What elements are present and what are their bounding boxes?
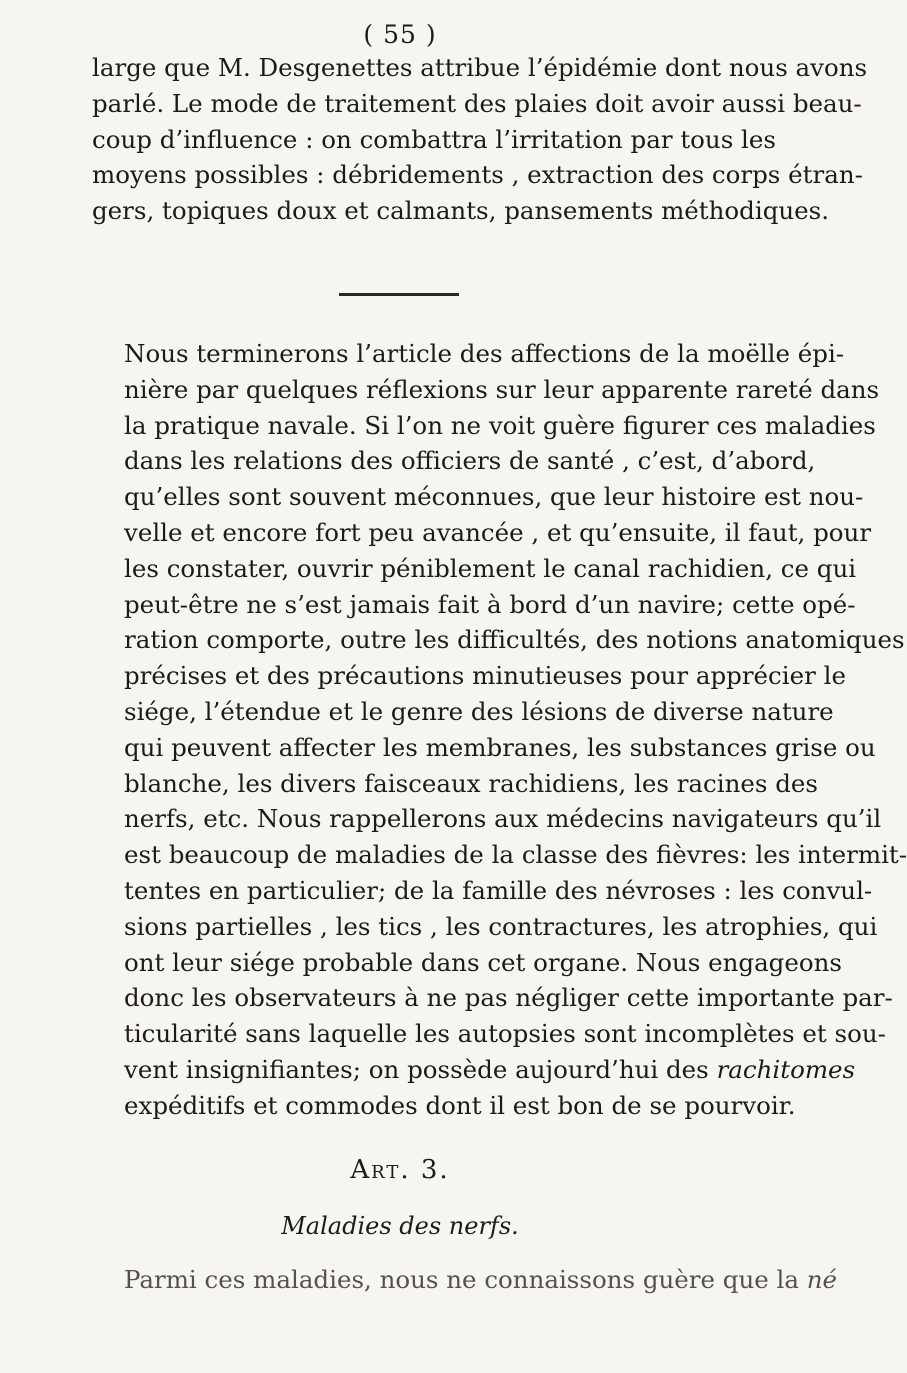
paragraph-1 [92,50,868,229]
text-line-with-italic [92,1052,856,1088]
text-line: gers, topiques doux et calmants, pansements méthodiques. [92,196,830,226]
italic-term: né [806,1265,838,1294]
text-line: large que M. Desgenettes attribue l’épidémie dont nous avons [92,53,868,82]
paragraph-2 [92,336,907,1124]
paragraph-3 [92,1262,838,1298]
section-divider [339,293,459,296]
text-line: les constater, ouvrir péniblement le canal rachidien, ce qui [124,553,857,583]
text-line: blanche, les divers faisceaux rachidiens, les racines des [124,768,818,798]
article-heading: Art. 3. [350,1155,450,1185]
text-line: qu’elles sont souvent méconnues, que leur histoire est nou- [124,482,864,512]
text-fragment: Parmi ces maladies, nous ne connaissons guère que la [124,1265,799,1294]
text-line: nière par quelques réflexions sur leur apparente rareté dans [124,374,880,404]
text-line: qui peuvent affecter les membranes, les substances grise ou [124,732,876,762]
text-line: coup d’influence : on combattra l’irritation par tous les [92,124,776,154]
text-line: ration comporte, outre les difficultés, des notions anatomiques [124,625,905,655]
text-line: sions partielles , les tics , les contractures, les atrophies, qui [124,911,878,941]
text-line: tentes en particulier; de la famille des névroses : les convul- [124,875,873,905]
text-line: dans les relations des officiers de santé , c’est, d’abord, [124,446,816,476]
text-line: velle et encore fort peu avancée , et qu’ensuite, il faut, pour [124,517,872,547]
text-line: donc les observateurs à ne pas négliger cette importante par- [124,983,893,1013]
article-subtitle: Maladies des nerfs. [281,1212,519,1240]
text-line-with-italic [92,1262,838,1298]
text-line: nerfs, etc. Nous rappellerons aux médecins navigateurs qu’il [124,804,882,834]
text-line: précises et des précautions minutieuses pour apprécier le [124,661,846,691]
text-line: moyens possibles : débridements , extraction des corps étran- [92,160,863,190]
text-line: peut-être ne s’est jamais fait à bord d’un navire; cette opé- [124,589,856,619]
text-line: la pratique navale. Si l’on ne voit guère figurer ces maladies [124,410,876,440]
italic-term: rachitomes [716,1054,856,1084]
text-line: est beaucoup de maladies de la classe des fièvres: les intermit- [124,840,907,870]
text-line: ticularité sans laquelle les autopsies sont incomplètes et sou- [124,1019,886,1049]
text-fragment: vent insignifiantes; on possède aujourd’hui des [124,1054,709,1084]
text-line: expéditifs et commodes dont il est bon de se pourvoir. [124,1090,796,1120]
text-line: parlé. Le mode de traitement des plaies doit avoir aussi beau- [92,88,862,118]
text-line: ont leur siége probable dans cet organe. Nous engageons [124,947,842,977]
text-line: Nous terminerons l’article des affections de la moëlle épi- [124,339,845,368]
text-line: siége, l’étendue et le genre des lésions de diverse nature [124,696,834,726]
page-number: ( 55 ) [363,20,437,49]
